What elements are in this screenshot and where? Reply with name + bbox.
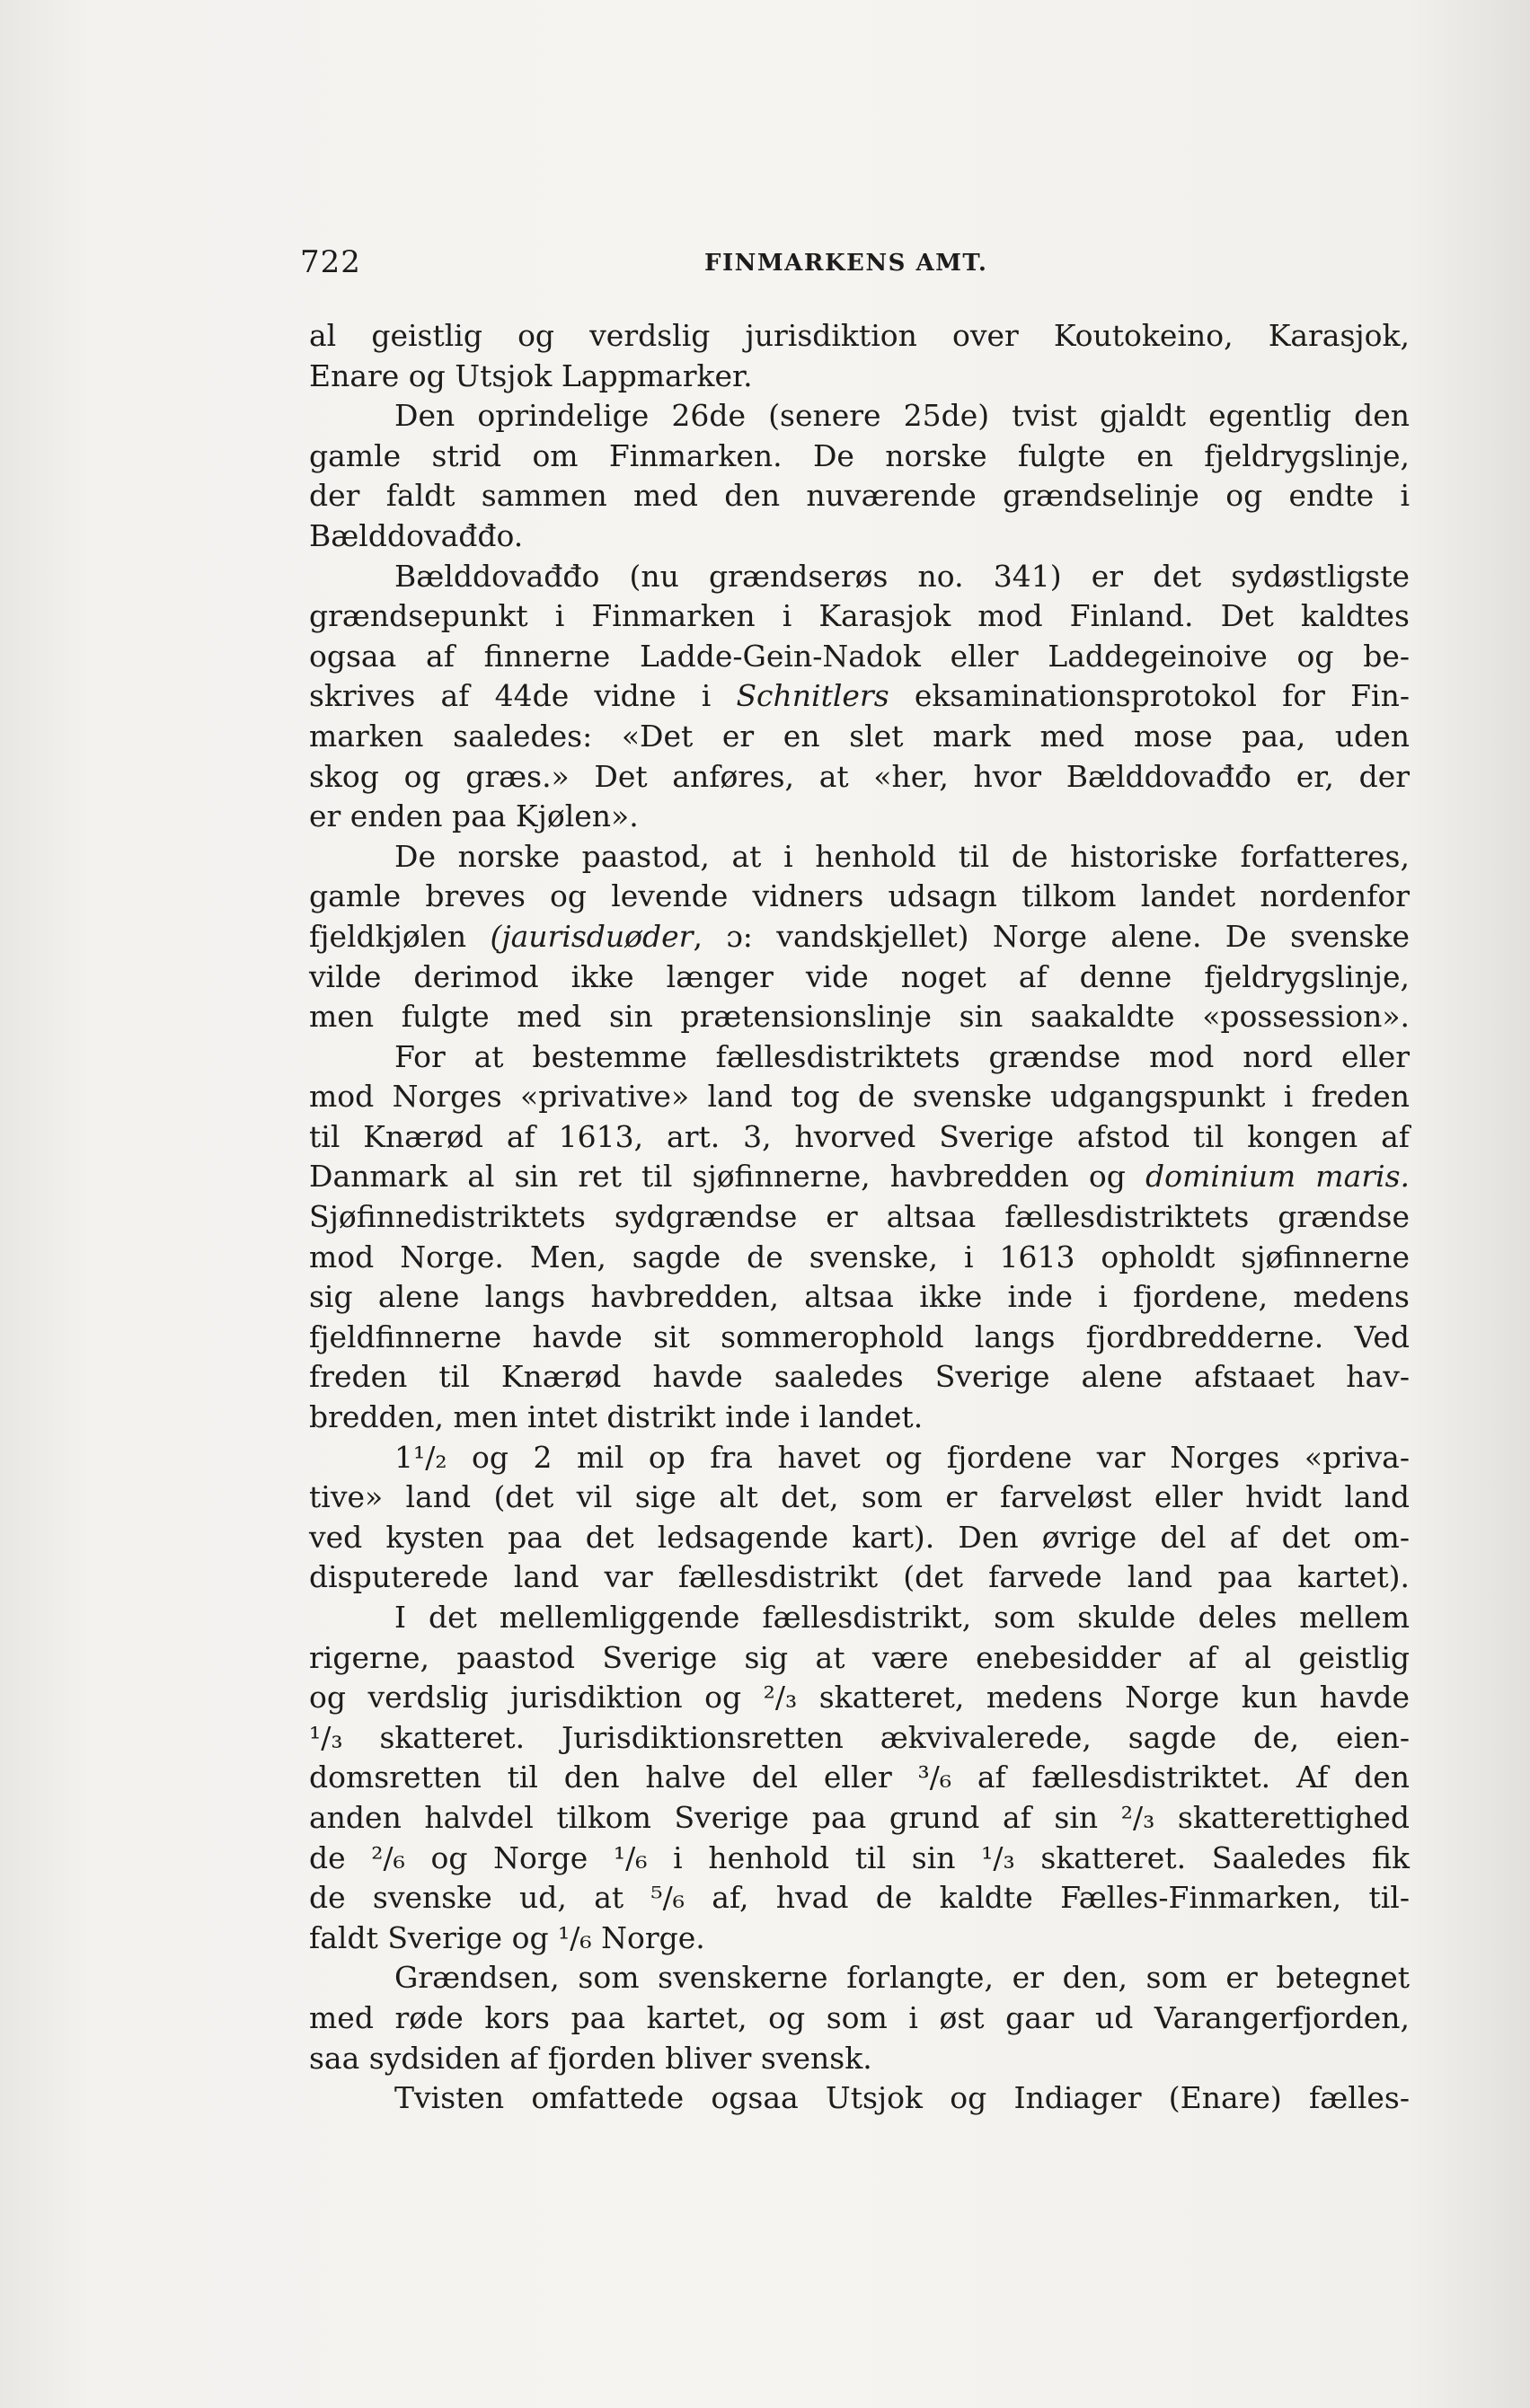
text-line: tive» land (det vil sige alt det, som er farveløst eller hvidt land xyxy=(309,1479,1410,1515)
page-number: 722 xyxy=(300,244,361,280)
text-line: vilde derimod ikke længer vide noget af denne fjeldrygslinje, xyxy=(309,958,1410,994)
page-header xyxy=(300,244,1402,280)
text-line: skrives af 44de vidne i Schnitlers eksaminationsprotokol for Fin- xyxy=(309,678,1410,714)
text-line: Grændsen, som svenskerne forlangte, er den, som er betegnet xyxy=(394,1960,1410,1996)
text-line: skog og græs.» Det anføres, at «her, hvor Bælddovađđo er, der xyxy=(309,758,1410,794)
text-line: Danmark al sin ret til sjøfinnerne, havbredden og dominium maris. xyxy=(309,1159,1410,1195)
text-line: Sjøfinnedistriktets sydgrændse er altsaa fællesdistriktets grændse xyxy=(309,1199,1410,1235)
text-line: er enden paa Kjølen». xyxy=(309,798,639,834)
text-line: ogsaa af finnerne Ladde-Gein-Nadok eller Laddegeinoive og be- xyxy=(309,638,1410,674)
text-line: gamle breves og levende vidners udsagn tilkom landet nordenfor xyxy=(309,878,1410,914)
text-line: Den oprindelige 26de (senere 25de) tvist gjaldt egentlig den xyxy=(394,398,1410,434)
text-line: Enare og Utsjok Lappmarker. xyxy=(309,357,753,393)
text-line: mod Norges «privative» land tog de svenske udgangspunkt i freden xyxy=(309,1079,1410,1115)
text-line: De norske paastod, at i henhold til de historiske forfatteres, xyxy=(394,838,1410,874)
text-line: faldt Sverige og ¹/₆ Norge. xyxy=(309,1919,705,1955)
text-line: men fulgte med sin prætensionslinje sin saakaldte «possession». xyxy=(309,999,1410,1035)
text-line: de ²/₆ og Norge ¹/₆ i henhold til sin ¹/₃ skatteret. Saaledes fik xyxy=(309,1839,1410,1875)
text-line: saa sydsiden af fjorden bliver svensk. xyxy=(309,2040,872,2076)
text-line: marken saaledes: «Det er en slet mark med mose paa, uden xyxy=(309,718,1410,754)
text-line: ¹/₃ skatteret. Jurisdiktionsretten ækvivalerede, sagde de, eien- xyxy=(309,1719,1410,1755)
text-line: domsretten til den halve del eller ³/₆ af fællesdistriktet. Af den xyxy=(309,1760,1410,1795)
text-line: grændsepunkt i Finmarken i Karasjok mod Finland. Det kaldtes xyxy=(309,598,1410,634)
text-line: de svenske ud, at ⁵/₆ af, hvad de kaldte Fælles-Finmarken, til- xyxy=(309,1880,1410,1916)
text-line: med røde kors paa kartet, og som i øst gaar ud Varangerfjorden, xyxy=(309,1999,1410,2035)
text-line: Bælddovađđo. xyxy=(309,517,524,553)
text-line: anden halvdel tilkom Sverige paa grund af sin ²/₃ skatterettighed xyxy=(309,1799,1410,1835)
text-line: til Knærød af 1613, art. 3, hvorved Sverige afstod til kongen af xyxy=(309,1118,1410,1154)
text-line: gamle strid om Finmarken. De norske fulgte en fjeldrygslinje, xyxy=(309,437,1410,473)
text-line: Tvisten omfattede ogsaa Utsjok og Indiager (Enare) fælles- xyxy=(394,2080,1410,2116)
text-line: og verdslig jurisdiktion og ²/₃ skatteret, medens Norge kun havde xyxy=(309,1680,1410,1716)
body-text xyxy=(309,316,1410,2119)
text-line: freden til Knærød havde saaledes Sverige alene afstaaet hav- xyxy=(309,1359,1410,1395)
text-line: rigerne, paastod Sverige sig at være enebesidder af al geistlig xyxy=(309,1639,1410,1675)
running-head: FINMARKENS AMT. xyxy=(704,250,988,277)
text-line: For at bestemme fællesdistriktets grændse mod nord eller xyxy=(394,1038,1410,1074)
text-line: 1¹/₂ og 2 mil op fra havet og fjordene var Norges «priva- xyxy=(394,1439,1410,1475)
text-line: Bælddovađđo (nu grændserøs no. 341) er det sydøstligste xyxy=(394,558,1410,594)
text-line: fjeldkjølen (jaurisduøder, ɔ: vandskjellet) Norge alene. De svenske xyxy=(309,918,1410,954)
text-line: ved kysten paa det ledsagende kart). Den øvrige del af det om- xyxy=(309,1519,1410,1555)
text-line: fjeldfinnerne havde sit sommerophold langs fjordbredderne. Ved xyxy=(309,1319,1410,1354)
text-line: al geistlig og verdslig jurisdiktion over Koutokeino, Karasjok, xyxy=(309,318,1410,353)
text-line: sig alene langs havbredden, altsaa ikke inde i fjordene, medens xyxy=(309,1279,1410,1315)
text-line: disputerede land var fællesdistrikt (det farvede land paa kartet). xyxy=(309,1559,1410,1595)
text-line: mod Norge. Men, sagde de svenske, i 1613 opholdt sjøfinnerne xyxy=(309,1239,1410,1275)
text-line: I det mellemliggende fællesdistrikt, som skulde deles mellem xyxy=(394,1600,1410,1635)
text-line: der faldt sammen med den nuværende grændselinje og endte i xyxy=(309,478,1410,514)
text-line: bredden, men intet distrikt inde i landet. xyxy=(309,1399,924,1435)
